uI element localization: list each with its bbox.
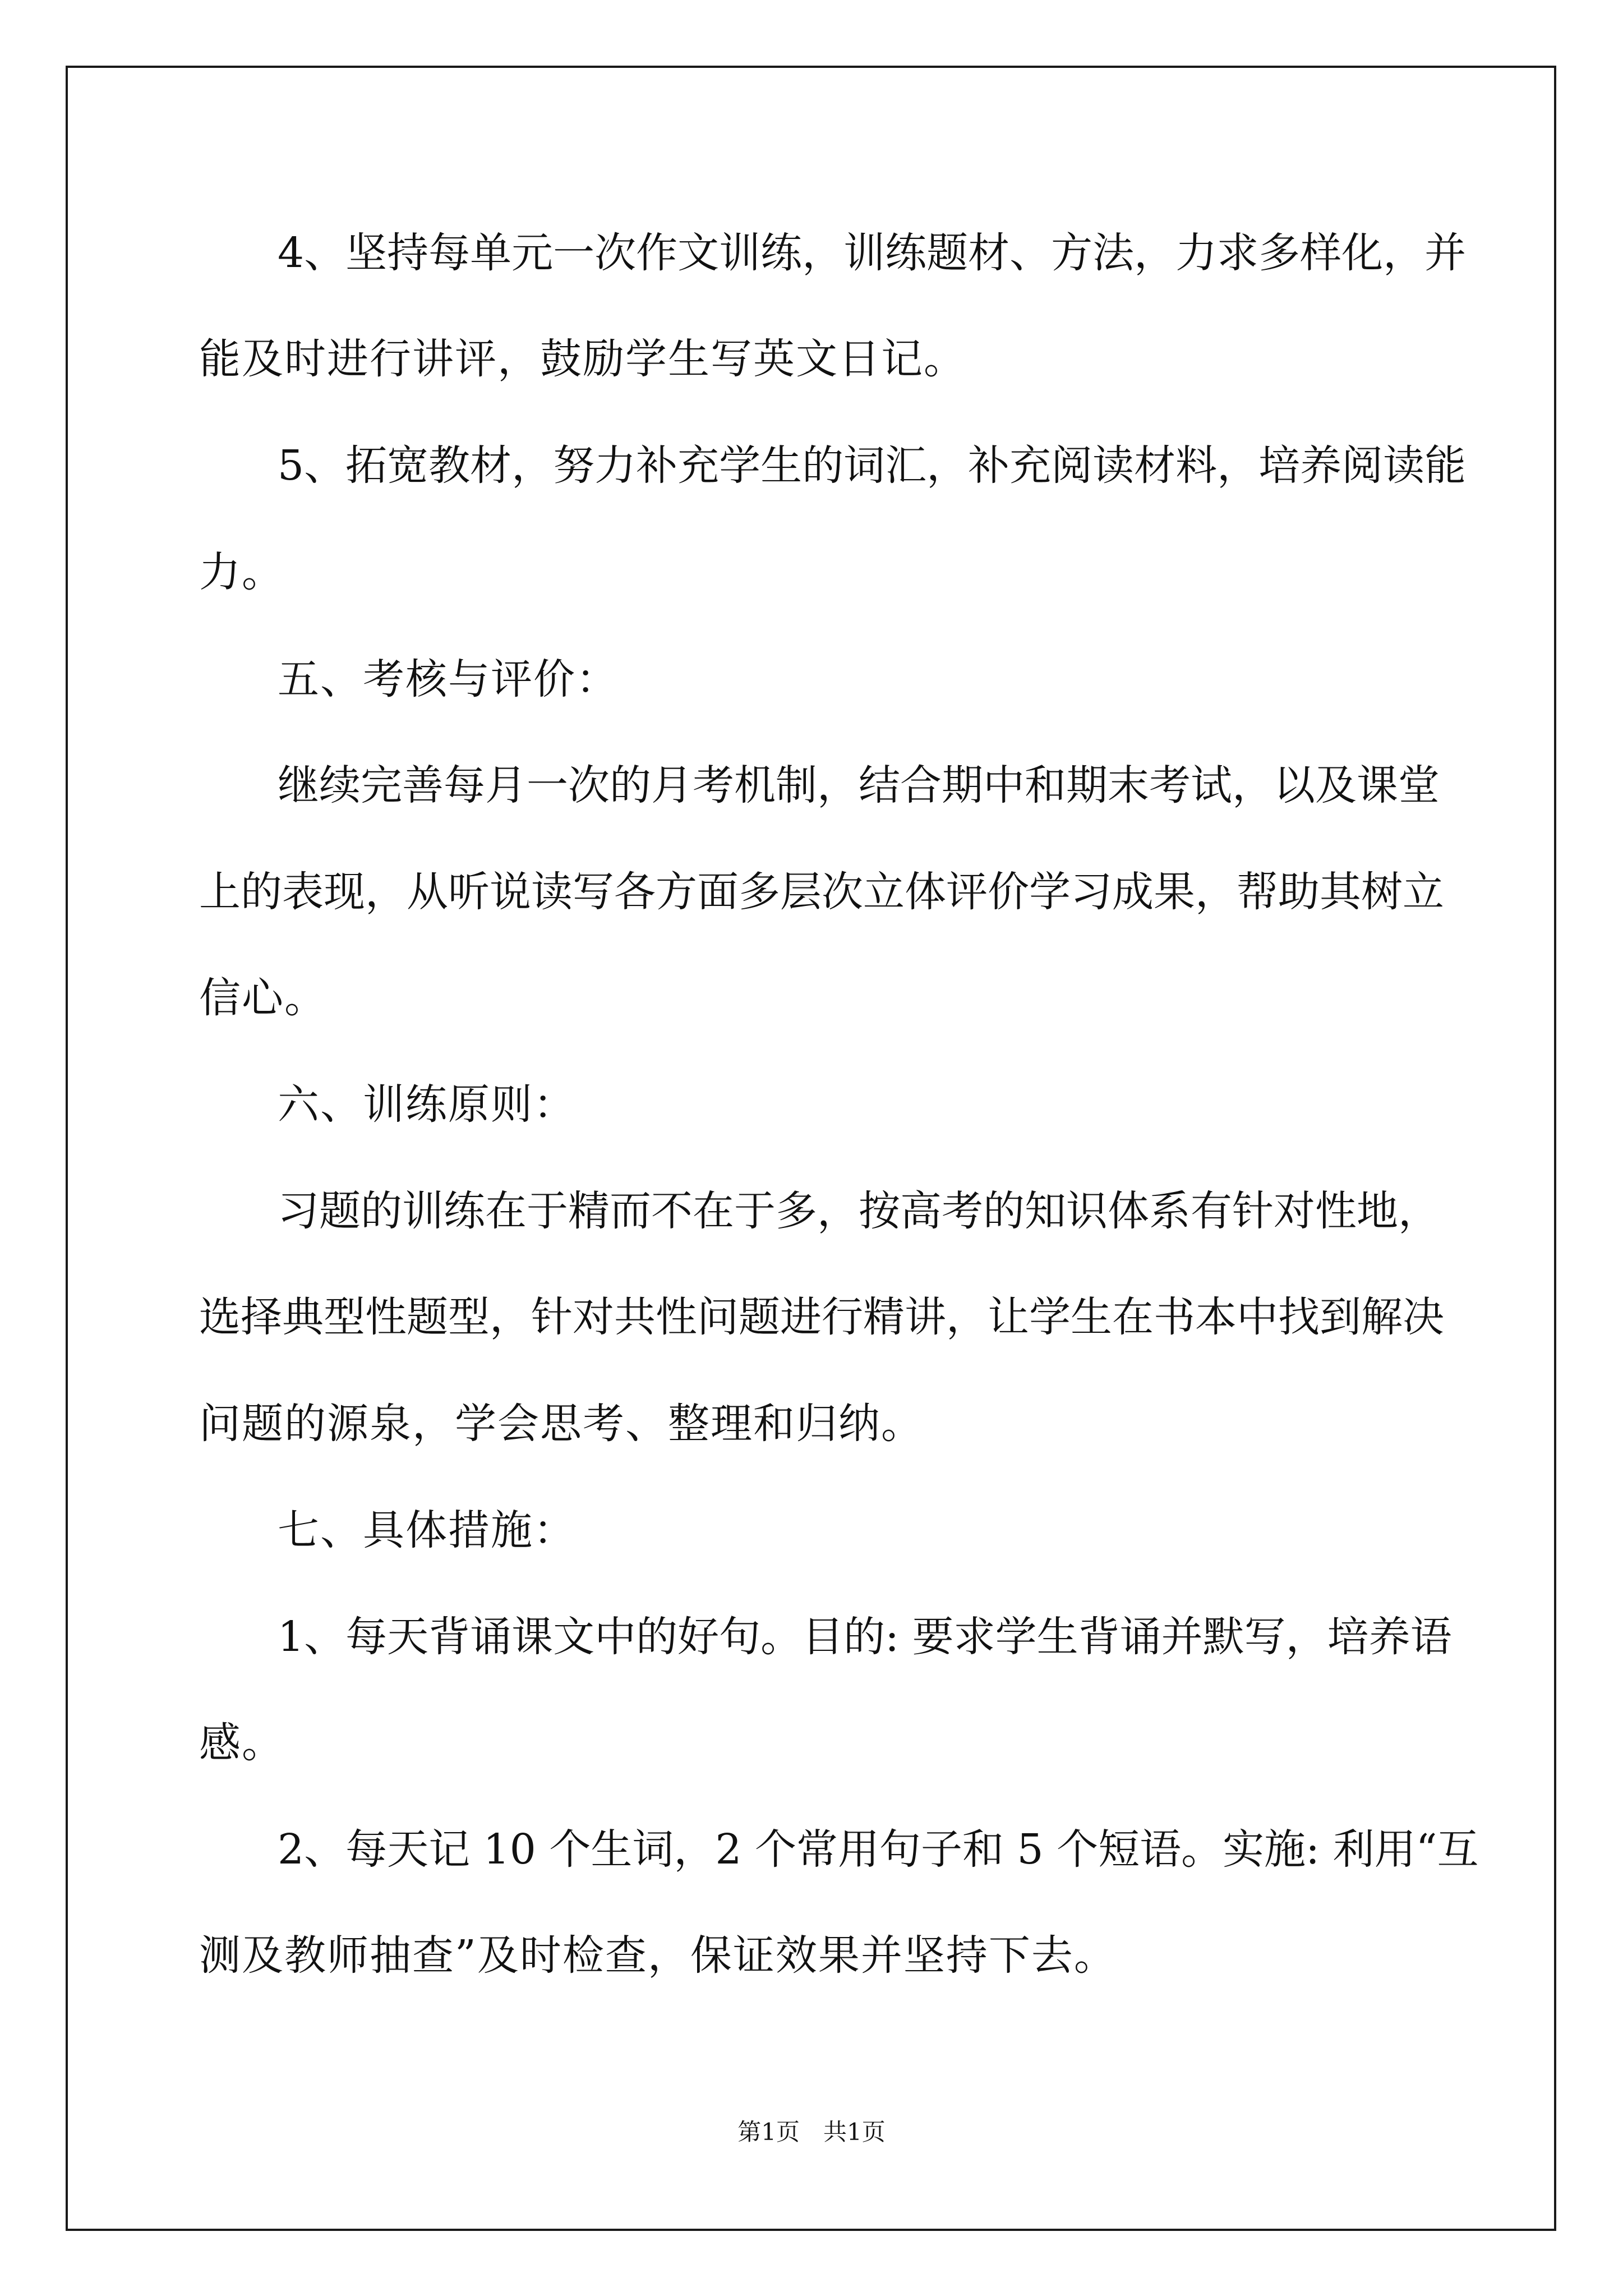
page-footer: 第1页 共1页 bbox=[737, 2118, 886, 2146]
paragraph-line: 2 、 每 天 记 1 0 个 生 词 ， 2 个 常 用 句 子 和 5 个 短 语 。 实 施 : 利 用 “ 互 bbox=[278, 1825, 1479, 1874]
paragraph-line: 1 、 每 天 背 诵 课 文 中 的 好 句 。 目 的 : 要 求 学 生 背 诵 并 默 写 ， 培 养 语 bbox=[278, 1613, 1452, 1661]
paragraph-line: 感。 bbox=[199, 1719, 284, 1767]
paragraph-line: 能及时进行讲评，鼓励学生写英文日记。 bbox=[199, 335, 966, 383]
section-heading: 六、训练原则： bbox=[278, 1080, 576, 1129]
paragraph-line: 问题的源泉，学会思考、整理和归纳。 bbox=[199, 1400, 924, 1448]
paragraph-line: 4 、 坚 持 每 单 元 一 次 作 文 训 练 ， 训 练 题 材 、 方 法 ， 力 求 多 样 化 ， 并 bbox=[278, 229, 1467, 277]
paragraph-line: 测及教师抽查”及时检查，保证效果并坚持下去。 bbox=[199, 1931, 1117, 1980]
section-heading: 五、考核与评价： bbox=[278, 655, 619, 703]
paragraph-line: 继 续 完 善 每 月 一 次 的 月 考 机 制 ， 结 合 期 中 和 期 末 考 试 ， 以 及 课 堂 bbox=[278, 761, 1440, 809]
paragraph-line: 5 、 拓 宽 教 材 ， 努 力 补 充 学 生 的 词 汇 ， 补 充 阅 读 材 料 ， 培 养 阅 读 能 bbox=[278, 441, 1467, 490]
paragraph-line: 上 的 表 现 ， 从 听 说 读 写 各 方 面 多 层 次 立 体 评 价 学 习 成 果 ， 帮 助 其 树 立 bbox=[199, 868, 1444, 916]
paragraph-line: 选 择 典 型 性 题 型 ， 针 对 共 性 问 题 进 行 精 讲 ， 让 学 生 在 书 本 中 找 到 解 决 bbox=[199, 1293, 1444, 1341]
paragraph-line: 信心。 bbox=[199, 974, 327, 1022]
paragraph-line: 力。 bbox=[199, 548, 284, 596]
paragraph-line: 习 题 的 训 练 在 于 精 而 不 在 于 多 ， 按 高 考 的 知 识 体 系 有 针 对 性 地 ， bbox=[278, 1187, 1440, 1235]
page-border bbox=[66, 66, 1556, 2231]
section-heading: 七、具体措施： bbox=[278, 1506, 576, 1554]
